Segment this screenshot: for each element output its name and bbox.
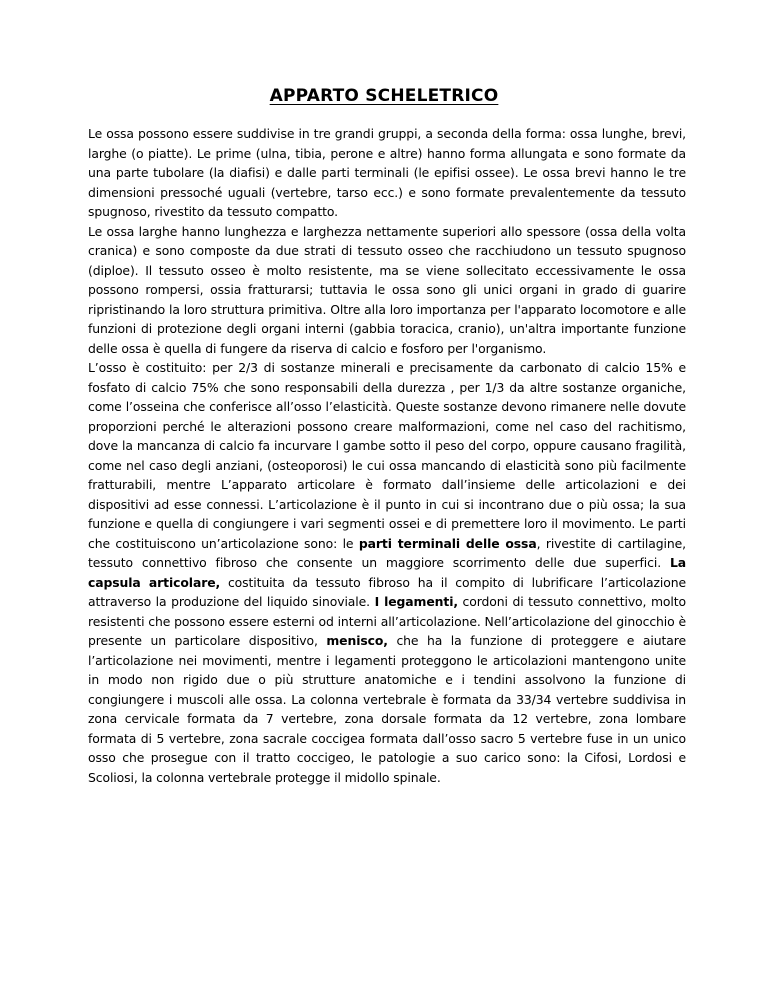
paragraph-ossa-gruppi bbox=[88, 124, 686, 222]
text-run: L’osso è costituito: per 2/3 di sostanze minerali e precisamente da carbonato di calcio 15% e fosfato di calcio 75% che sono responsabili della durezza , per 1/3 da altre sostanze organiche, come l’osseina che conferisce all’osso l’elasticità. Queste sostanze devono rimanere nelle dovute proporzioni perché le alterazioni possono creare malformazioni, come nel caso del rachitismo, dove la mancanza di calcio fa incurvare l gambe sotto il peso del corpo, oppure causano fragilità, come nel caso degli anziani, (osteoporosi) le cui ossa mancando di elasticità sono più facilmente fratturabili, mentre L’apparato articolare è formato dall’insieme delle articolazioni e dei dispositivi ad esse connessi. L’articolazione è il punto in cui si incontrano due o più ossa; la sua funzione e quella di congiungere i vari segmenti ossei e di premettere loro il movimento. Le parti che costituiscono un’articolazione sono: le bbox=[88, 360, 686, 551]
text-run: Le ossa larghe hanno lunghezza e larghezza nettamente superiori allo spessore (ossa della volta cranica) e sono composte da due strati di tessuto osseo che racchiudono un tessuto spugnoso (diploe). Il tessuto osseo è molto resistente, ma se viene sollecitato eccessivamente le ossa possono rompersi, ossia fratturarsi; tuttavia le ossa sono gli unici organi in grado di guarire ripristinando la loro struttura primitiva. Oltre alla loro importanza per l'apparato locomotore e alle funzioni di protezione degli organi interni (gabbia toracica, cranio), un'altra importante funzione delle ossa è quella di fungere da riserva di calcio e fosforo per l'organismo. bbox=[88, 223, 686, 356]
text-run: costituita da tessuto fibroso ha il compito di lubrificare l’articolazione attraverso la produzione del liquido sinoviale. bbox=[88, 574, 686, 609]
document-body bbox=[88, 124, 686, 787]
bold-term-capsula-articolare: La capsula articolare, bbox=[88, 555, 686, 590]
text-run: Le ossa possono essere suddivise in tre grandi gruppi, a seconda della forma: ossa lunghe, brevi, larghe (o piatte). Le prime (ulna, tibia, perone e altre) hanno forma allungata e sono formate da una parte tubolare (la diafisi) e dalle parti terminali (le epifisi ossee). Le ossa brevi hanno le tre dimensioni pressoché uguali (vertebre, tarso ecc.) e sono formate prevalentemente da tessuto spugnoso, rivestito da tessuto compatto. bbox=[88, 126, 686, 219]
text-run: , rivestite di cartilagine, tessuto connettivo fibroso che consente un maggiore scorrimento delle due superfici. bbox=[88, 535, 686, 570]
bold-term-legamenti: I legamenti, bbox=[374, 594, 458, 609]
bold-term-menisco: menisco, bbox=[326, 633, 388, 648]
text-run: cordoni di tessuto connettivo, molto resistenti che possono essere esterni od interni all’articolazione. Nell’articolazione del ginocchio è presente un particolare dispositivo, bbox=[88, 594, 686, 648]
paragraph-osso-costituzione bbox=[88, 358, 686, 787]
document-title: APPARTO SCHELETRICO bbox=[269, 86, 499, 106]
text-run: che ha la funzione di proteggere e aiutare l’articolazione nei movimenti, mentre i legamenti proteggono le articolazioni mantengono unite in modo non rigido due o più strutture anatomiche e i tendini assolvono la funzione di congiungere i muscoli alle ossa. La colonna vertebrale è formata da 33/34 vertebre suddivisa in zona cervicale formata da 7 vertebre, zona dorsale formata da 12 vertebre, zona lombare formata di 5 vertebre, zona sacrale coccigea formata dall’osso sacro 5 vertebre fuse in un unico osso che prosegue con il tratto coccigeo, le patologie a suo carico sono: la Cifosi, Lordosi e Scoliosi, la colonna vertebrale protegge il midollo spinale. bbox=[88, 633, 686, 785]
bold-term-parti-terminali: parti terminali delle ossa bbox=[358, 535, 537, 551]
paragraph-ossa-larghe bbox=[88, 222, 686, 359]
